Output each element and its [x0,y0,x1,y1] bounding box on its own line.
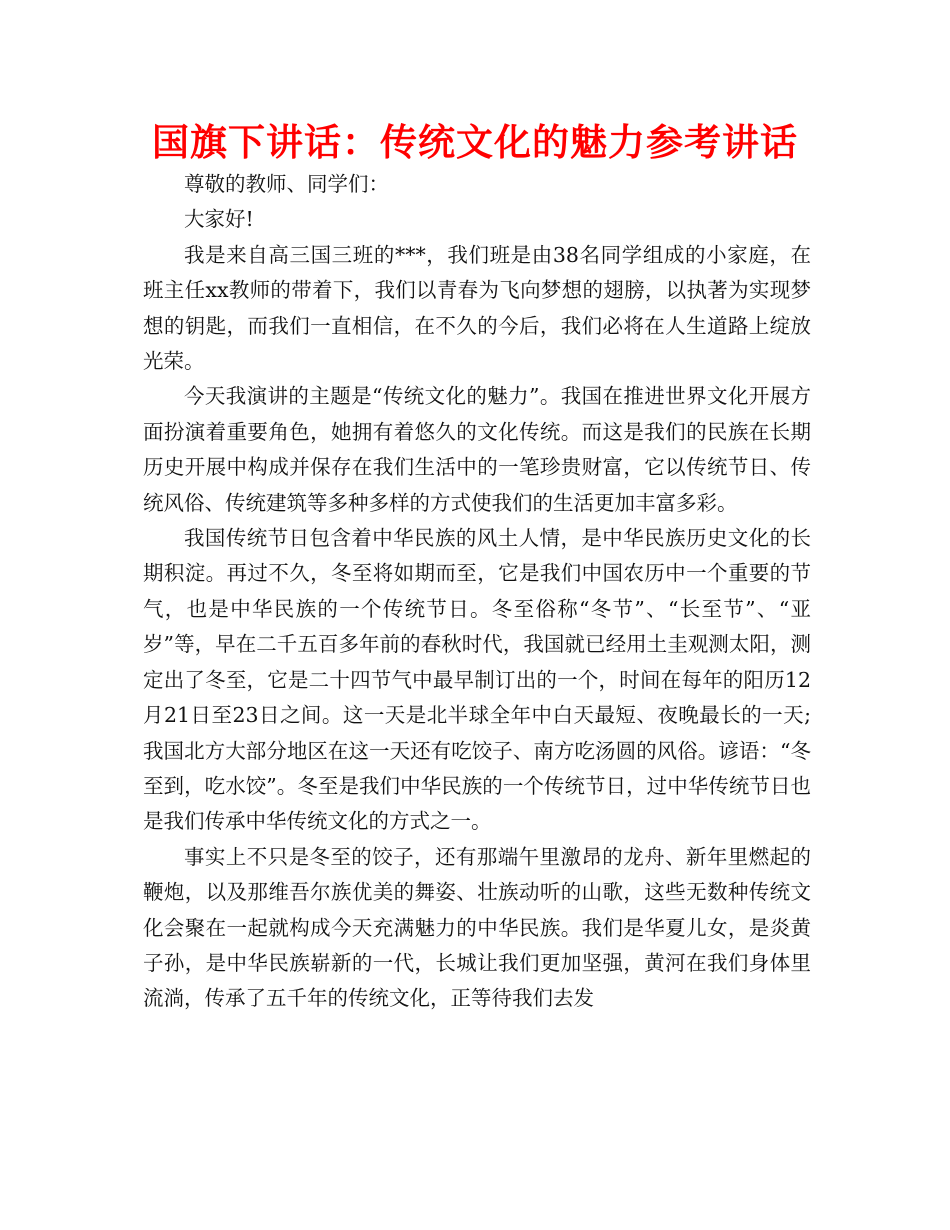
greeting: 大家好! [184,207,254,232]
document-title: 国旗下讲话：传统文化的魅力参考讲话 [152,121,798,164]
paragraph: 我是来自高三国三班的***，我们班是由38名同学组成的小家庭，在班主任xx教师的带着下，我们以青春为飞向梦想的翅膀，以执著为实现梦想的钥匙，而我们一直相信，在不久的今后，我们必将在人生道路上绽放光荣。 [143,242,811,374]
document-body [143,167,811,1017]
salutation: 尊敬的教师、同学们： [184,172,389,196]
paragraph: 我国传统节日包含着中华民族的风土人情，是中华民族历史文化的长期积淀。再过不久，冬至将如期而至，它是我们中国农历中一个重要的节气，也是中华民族的一个传统节日。冬至俗称“冬节”、“长至节”、“亚岁”等，早在二千五百多年前的春秋时代，我国就已经用土圭观测太阳，测定出了冬至，它是二十四节气中最早制订出的一个，时间在每年的阳历12月21日至23日之间。这一天是北半球全年中白天最短、夜晚最长的一天;我国北方大部分地区在这一天还有吃饺子、南方吃汤圆的风俗。谚语：“冬至到，吃水饺”。冬至是我们中华民族的一个传统节日，过中华传统节日也是我们传承中华传统文化的方式之一。 [143,526,811,834]
paragraph: 事实上不只是冬至的饺子，还有那端午里激昂的龙舟、新年里燃起的鞭炮，以及那维吾尔族优美的舞姿、壮族动听的山歌，这些无数种传统文化会聚在一起就构成今天充满魅力的中华民族。我们是华夏儿女，是炎黄子孙，是中华民族崭新的一代，长城让我们更加坚强，黄河在我们身体里流淌，传承了五千年的传统文化，正等待我们去发 [143,844,811,1011]
paragraph: 今天我演讲的主题是“传统文化的魅力”。我国在推进世界文化开展方面扮演着重要角色，她拥有着悠久的文化传统。而这是我们的民族在长期历史开展中构成并保存在我们生活中的一笔珍贵财富，它以传统节日、传统风俗、传统建筑等多种多样的方式使我们的生活更加丰富多彩。 [143,384,811,515]
